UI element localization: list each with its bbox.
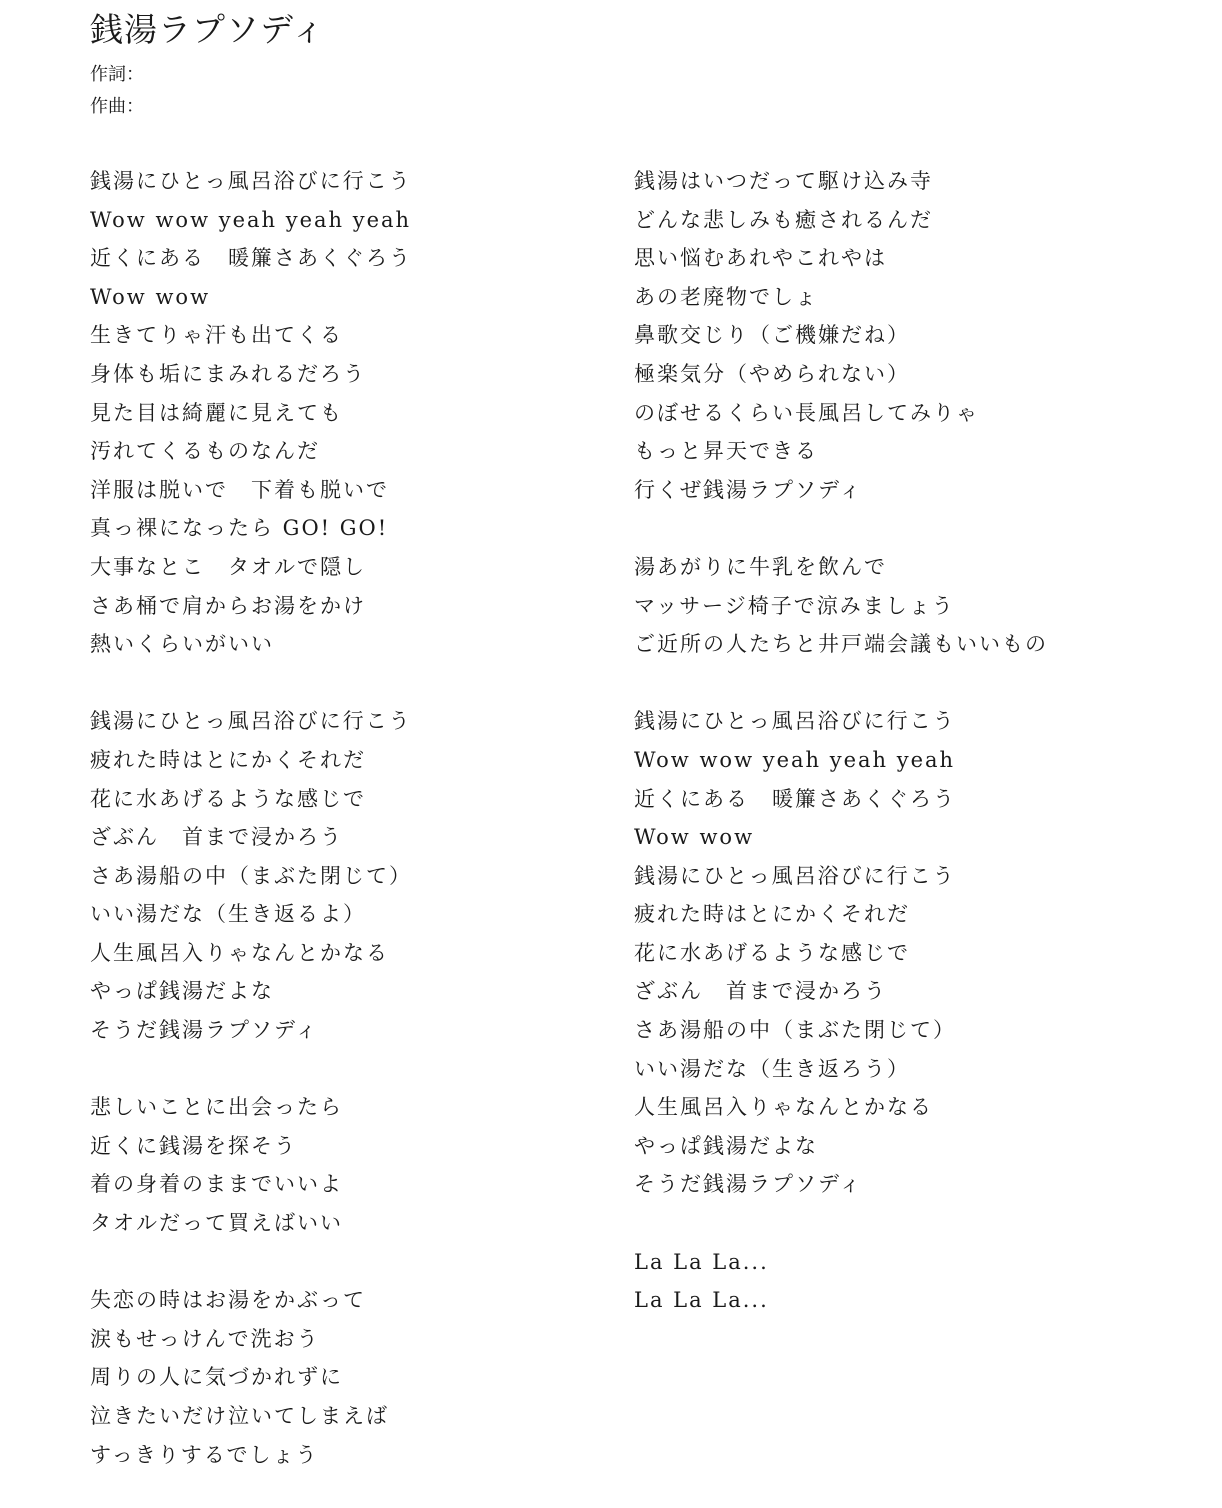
lyric-line: さあ桶で肩からお湯をかけ (90, 593, 366, 618)
lyric-line: 洋服は脱いで 下着も脱いで (90, 477, 389, 502)
lyric-line: 人生風呂入りゃなんとかなる (634, 1095, 933, 1120)
lyric-line: 極楽気分（やめられない） (634, 361, 910, 386)
lyric-line: 真っ裸になったら GO! GO! (90, 516, 389, 541)
lyric-line: 汚れてくるものなんだ (90, 439, 320, 464)
lyric-line: 行くぜ銭湯ラプソディ (634, 477, 863, 502)
lyric-line: 花に水あげるような感じで (90, 786, 366, 811)
lyric-line: そうだ銭湯ラプソディ (90, 1018, 319, 1043)
lyric-line: 花に水あげるような感じで (634, 940, 910, 965)
lyric-line: 疲れた時はとにかくそれだ (634, 902, 910, 927)
lyric-line: 銭湯にひとっ風呂浴びに行こう (634, 709, 956, 734)
stanza-break (634, 664, 1194, 703)
stanza-break (90, 1050, 610, 1089)
lyric-line: ご近所の人たちと井戸端会議もいいもの (634, 632, 1048, 657)
lyric-line: どんな悲しみも癒されるんだ (634, 207, 933, 232)
stanza-break (90, 664, 610, 703)
lyric-line: 銭湯にひとっ風呂浴びに行こう (90, 169, 412, 193)
lyric-line: Wow wow yeah yeah yeah (90, 207, 412, 232)
lyric-line: 熱いくらいがいい (90, 632, 274, 657)
lyric-line: タオルだって買えばいい (90, 1211, 343, 1236)
lyric-line: マッサージ椅子で涼みましょう (634, 593, 955, 618)
lyric-line: 悲しいことに出会ったら (90, 1095, 343, 1120)
lyric-line: ざぶん 首まで浸かろう (90, 825, 343, 850)
lyric-line: 銭湯にひとっ風呂浴びに行こう (634, 863, 956, 888)
lyric-line: 見た目は綺麗に見えても (90, 400, 343, 425)
stanza-break (634, 509, 1194, 548)
lyric-line: 湯あがりに牛乳を飲んで (634, 554, 887, 579)
lyric-line: そうだ銭湯ラプソディ (634, 1172, 863, 1197)
lyric-line: もっと昇天できる (634, 439, 818, 464)
song-title: 銭湯ラプソディ (90, 10, 326, 49)
lyric-line: La La La... (634, 1288, 769, 1313)
lyric-line: すっきりするでしょう (90, 1442, 319, 1467)
lyric-line: 泣きたいだけ泣いてしまえば (90, 1404, 389, 1428)
lyric-line: Wow wow yeah yeah yeah (634, 747, 956, 772)
lyric-line: 失恋の時はお湯をかぶって (90, 1288, 366, 1313)
lyric-line: 銭湯はいつだって駆け込み寺 (634, 169, 933, 193)
lyric-line: Wow wow (90, 284, 211, 309)
lyric-line: のぼせるくらい長風呂してみりゃ (634, 400, 979, 425)
lyric-line: さあ湯船の中（まぶた閉じて） (90, 863, 412, 888)
lyric-line: さあ湯船の中（まぶた閉じて） (634, 1018, 956, 1043)
lyric-line: あの老廃物でしょ (634, 284, 818, 309)
lyric-line: 生きてりゃ汗も出てくる (90, 323, 343, 348)
lyric-line: 近くに銭湯を探そう (90, 1133, 297, 1158)
lyric-line: La La La... (634, 1249, 769, 1274)
composer-label: 作曲： (90, 96, 144, 117)
lyric-line: ざぶん 首まで浸かろう (634, 979, 887, 1004)
lyric-line: 近くにある 暖簾さあくぐろう (90, 246, 412, 271)
stanza-break (634, 1204, 1194, 1243)
lyric-line: 銭湯にひとっ風呂浴びに行こう (90, 709, 412, 734)
lyric-line: やっぱ銭湯だよな (634, 1133, 818, 1158)
lyric-line: 身体も垢にまみれるだろう (90, 361, 366, 386)
lyric-line: 着の身着のままでいいよ (90, 1172, 343, 1197)
lyric-line: 思い悩むあれやこれやは (634, 246, 887, 271)
lyricist-label: 作詞： (90, 64, 144, 85)
lyric-line: いい湯だな（生き返るよ） (90, 902, 366, 927)
lyric-line: 疲れた時はとにかくそれだ (90, 747, 366, 772)
lyric-line: 近くにある 暖簾さあくぐろう (634, 786, 956, 811)
lyric-line: やっぱ銭湯だよな (90, 979, 274, 1004)
stanza-break (90, 1243, 610, 1282)
lyric-line: 人生風呂入りゃなんとかなる (90, 940, 389, 965)
lyrics-left-column (90, 162, 610, 1474)
lyric-line: Wow wow (634, 825, 755, 850)
lyric-line: いい湯だな（生き返ろう） (634, 1056, 910, 1081)
lyric-line: 涙もせっけんで洗おう (90, 1326, 320, 1351)
lyric-line: 鼻歌交じり（ご機嫌だね） (634, 323, 910, 348)
lyrics-right-column (634, 162, 1194, 1320)
lyric-line: 大事なとこ タオルで隠し (90, 554, 366, 579)
lyric-line: 周りの人に気づかれずに (90, 1365, 343, 1390)
